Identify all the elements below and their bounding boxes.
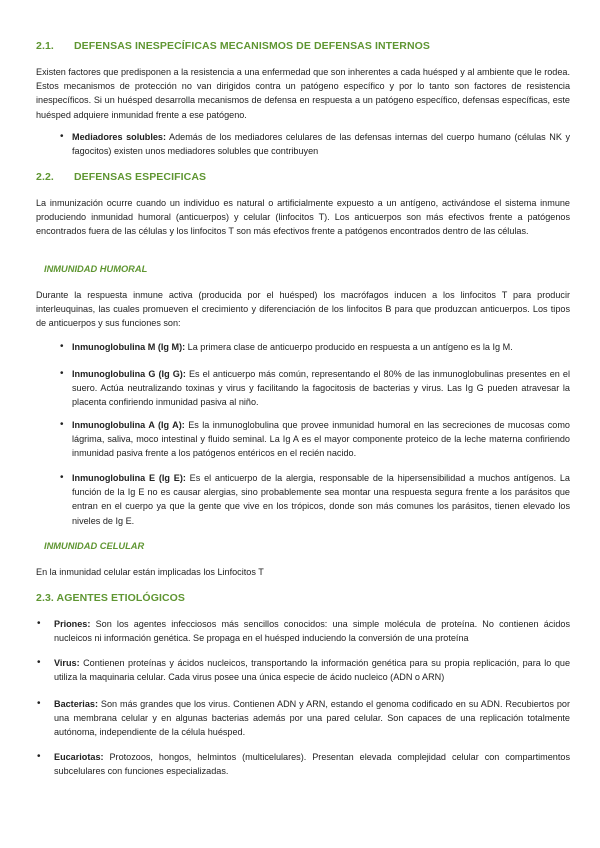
- list-item: [54, 750, 570, 778]
- list-item: [72, 418, 570, 461]
- list-item: [54, 617, 570, 645]
- item-term: Virus:: [54, 658, 80, 668]
- section-2-1-title: DEFENSAS INESPECÍFICAS MECANISMOS DE DEFENSAS INTERNOS: [74, 40, 431, 52]
- item-text: Es la inmunoglobulina que provee inmunidad humoral en las secreciones de mucosas como lágrima, saliva, moco intestinal y fluido seminal. La Ig A es el mayor componente proteico de la leche materna confiriendo inmunidad pasiva frente a los patógenos entéricos en el recién nacido.: [72, 420, 570, 459]
- item-text: Son más grandes que los virus. Contienen ADN y ARN, estando el genoma codificado en su ADN. Recubiertos por una membrana celular y en algunas bacterias además por una pared celular. Son capaces de una replicación totalmente autónoma, independiente de la célula huésped.: [54, 699, 570, 738]
- bullet-icon: •: [60, 368, 64, 379]
- celular-paragraph: En la inmunidad celular están implicadas los Linfocitos T: [36, 567, 264, 577]
- list-item: [72, 130, 570, 158]
- section-2-3-heading: 2.3. AGENTES ETIOLÓGICOS: [36, 592, 186, 604]
- bullet-icon: •: [37, 657, 41, 668]
- item-term: Inmunoglobulina G (Ig G):: [72, 369, 186, 379]
- celular-heading: INMUNIDAD CELULAR: [44, 541, 145, 551]
- bullet-icon: •: [60, 419, 64, 430]
- list-item: [72, 340, 570, 354]
- bullet-icon: •: [37, 618, 41, 629]
- item-text: Es el anticuerpo más común, representando el 80% de las inmunoglobulinas presentes en el suero. Actúa neutralizando toxinas y virus y facilitando la fagocitosis de bacterias y virus. Las Ig G pueden atravesar la placenta confiriendo inmunidad pasiva al niño.: [72, 369, 570, 408]
- item-text: Son los agentes infecciosos más sencillos conocidos: una simple molécula de proteína. No contienen ácidos nucleicos ni información genética. Se propaga en el huésped induciendo la conversión de una proteína: [54, 619, 570, 644]
- item-term: Priones:: [54, 619, 91, 629]
- bullet-icon: •: [37, 751, 41, 762]
- item-term: Inmunoglobulina M (Ig M):: [72, 342, 186, 352]
- list-item: [72, 471, 570, 528]
- section-2-2-heading: [36, 171, 570, 183]
- section-2-2-title: DEFENSAS ESPECIFICAS: [74, 171, 207, 183]
- list-item: [54, 697, 570, 740]
- item-text: Además de los mediadores celulares de las defensas internas del cuerpo humano (células NK y fagocitos) existen unos mediadores solubles que contribuyen: [72, 132, 570, 157]
- bullet-icon: •: [60, 131, 64, 142]
- item-text: Contienen proteínas y ácidos nucleicos, transportando la información genética para su propia replicación, para lo que utiliza la maquinaria celular. Cada virus posee una única especie de ácido nucleico (ADN o ARN): [54, 658, 570, 683]
- bullet-icon: •: [60, 472, 64, 483]
- bullet-icon: •: [60, 341, 64, 352]
- list-item: [54, 656, 570, 684]
- item-text: La primera clase de anticuerpo producido en respuesta a un antígeno es la Ig M.: [185, 342, 513, 352]
- list-item: [72, 367, 570, 410]
- section-2-1-heading: [36, 40, 570, 52]
- humoral-heading: INMUNIDAD HUMORAL: [44, 264, 148, 274]
- item-term: Inmunoglobulina E (Ig E):: [72, 473, 186, 483]
- item-text: Protozoos, hongos, helmintos (multicelulares). Presentan elevada complejidad celular con compartimentos subcelulares con funciones especializadas.: [54, 752, 570, 777]
- bullet-icon: •: [37, 698, 41, 709]
- item-text: Es el anticuerpo de la alergia, responsable de la hipersensibilidad a muchos antígenos. La función de la Ig E no es causar alergias, sino probablemente sea montar una respuesta segura frente a los parásitos que entran en el cuerpo ya que la gente que vive en los trópicos, donde son más comunes los parásitos, tienen elevado los niveles de Ig E.: [72, 473, 570, 526]
- item-term: Bacterias:: [54, 699, 98, 709]
- section-2-2-number: 2.2.: [36, 171, 54, 183]
- section-2-2-paragraph: La inmunización ocurre cuando un individuo es natural o artificialmente expuesto a un antígeno, activándose el sistema inmune produciendo inmunidad humoral (anticuerpos) y celular (linfocitos T). Los anticuerpos son más efectivos frente a patógenos encontrados fuera de las células y los linfocitos T son más efectivos frente a patógenos encontrados dentro de las células.: [36, 198, 570, 237]
- item-term: Eucariotas:: [54, 752, 104, 762]
- section-2-1-paragraph: Existen factores que predisponen a la resistencia a una enfermedad que son inherentes a cada huésped y al ambiente que le rodea. Estos mecanismos de protección no van dirigidos contra un patógeno específico y por lo tanto son factores de resistencia inespecíficos. Si un huésped desarrolla mecanismos de defensa en respuesta a un patógeno específico, defensas específicas, este huésped adquiere inmunidad frente a ese patógeno.: [36, 67, 570, 120]
- item-term: Inmunoglobulina A (Ig A):: [72, 420, 185, 430]
- section-2-1-number: 2.1.: [36, 40, 54, 52]
- humoral-paragraph: Durante la respuesta inmune activa (producida por el huésped) los macrófagos inducen a los linfocitos T para producir interleuquinas, las cuales promueven el crecimiento y diferenciación de los linfocitos B para que produzcan anticuerpos. Los tipos de anticuerpos y sus funciones son:: [36, 290, 570, 329]
- item-term: Mediadores solubles:: [72, 132, 166, 142]
